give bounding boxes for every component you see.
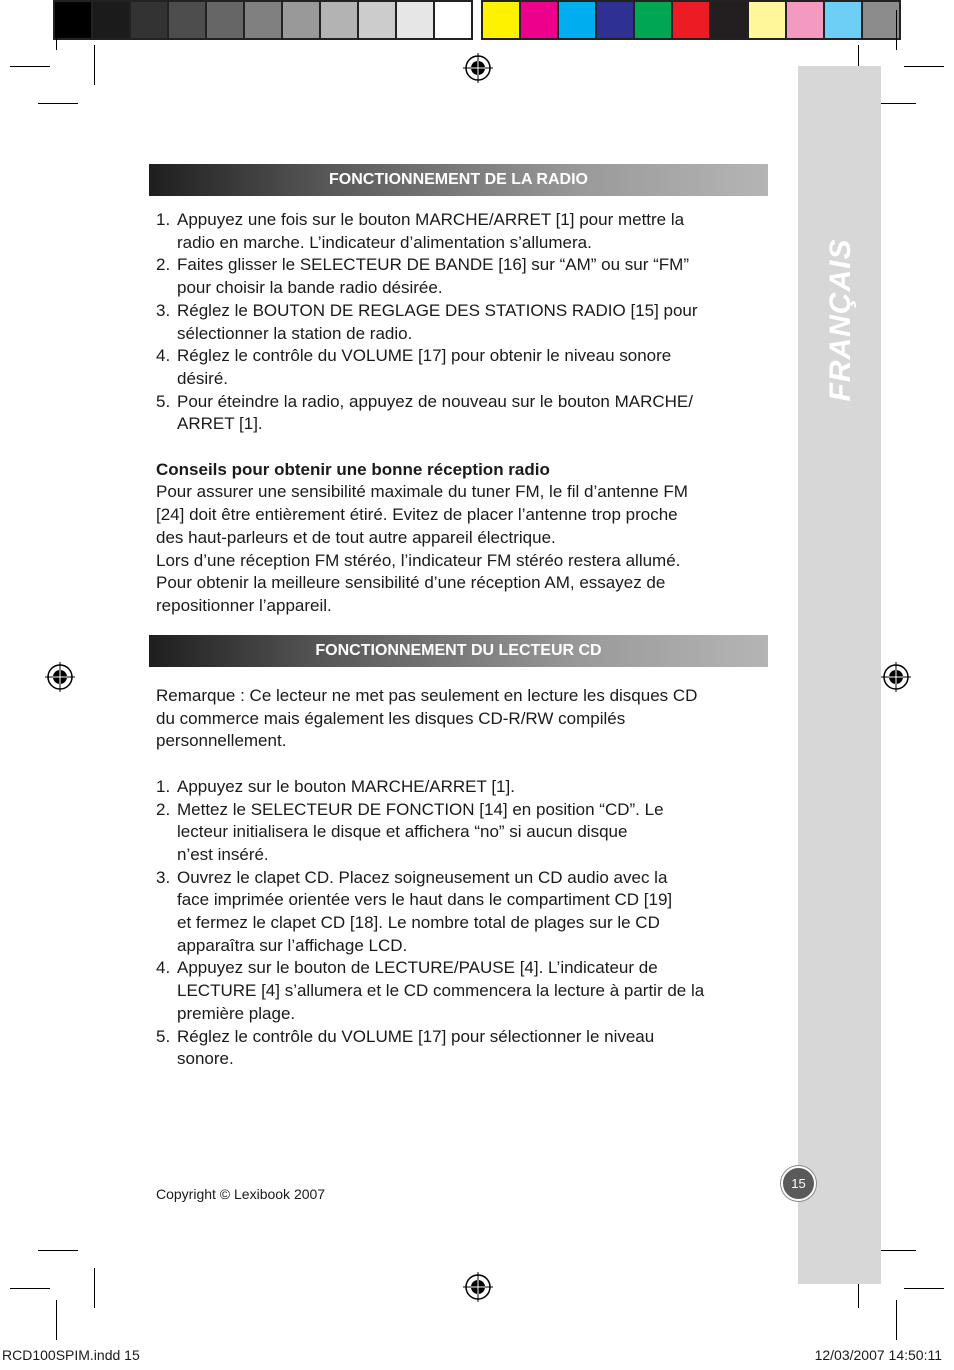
registration-target-icon — [463, 53, 493, 83]
color-swatch — [787, 2, 825, 38]
list-item: 2. Mettez le SELECTEUR DE FONCTION [14] en position “CD”. Le lecteur initialisera le disque et affichera “no” si aucun disque n’est inséré. — [156, 799, 664, 864]
color-swatch — [283, 2, 321, 38]
color-swatch — [359, 2, 397, 38]
color-swatch — [169, 2, 207, 38]
crop-mark — [38, 1250, 78, 1251]
color-swatch — [863, 2, 899, 38]
list-item: 4. Réglez le contrôle du VOLUME [17] pour obtenir le niveau sonore désiré. — [156, 346, 672, 388]
color-swatch — [711, 2, 749, 38]
color-swatch — [131, 2, 169, 38]
list-item: 1. Appuyez une fois sur le bouton MARCHE/ARRET [1] pour mettre la radio en marche. L’indicateur d’alimentation s’allumera. — [156, 210, 685, 252]
copyright-text: Copyright © Lexibook 2007 — [156, 1186, 326, 1202]
crop-mark — [876, 103, 916, 104]
crop-mark — [38, 103, 78, 104]
radio-section-header: FONCTIONNEMENT DE LA RADIO — [149, 164, 768, 196]
color-swatch — [55, 2, 93, 38]
cd-section-header: FONCTIONNEMENT DU LECTEUR CD — [149, 635, 768, 667]
list-item: 2. Faites glisser le SELECTEUR DE BANDE [16] sur “AM” ou sur “FM” pour choisir la bande radio désirée. — [156, 255, 690, 298]
crop-mark — [10, 1288, 50, 1289]
cd-steps-list — [156, 776, 770, 1071]
reception-tips-heading: Conseils pour obtenir une bonne réception radio — [156, 459, 550, 479]
color-swatch — [673, 2, 711, 38]
color-swatch — [597, 2, 635, 38]
registration-target-icon — [881, 662, 911, 692]
cd-section-content — [156, 685, 770, 1071]
list-item: 1. Appuyez sur le bouton MARCHE/ARRET [1]. — [156, 776, 515, 796]
list-item: 5. Pour éteindre la radio, appuyez de nouveau sur le bouton MARCHE/ ARRET [1]. — [156, 391, 693, 434]
page-number-badge: 15 — [781, 1166, 816, 1201]
grayscale-calibration-bar — [53, 0, 473, 40]
crop-mark — [904, 1288, 944, 1289]
print-slug-filename: RCD100SPIM.indd 15 — [2, 1347, 140, 1363]
crop-mark — [896, 10, 897, 50]
crop-mark — [94, 45, 95, 85]
radio-steps-list — [156, 209, 770, 436]
list-item: 3. Ouvrez le clapet CD. Placez soigneusement un CD audio avec la face imprimée orientée vers le haut dans le compartiment CD [19] et fermez le clapet CD [18]. Le nombre total de plages sur le CD apparaîtra sur l’affichage LCD. — [156, 867, 673, 955]
reception-tips-text: Pour assurer une sensibilité maximale du tuner FM, le fil d’antenne FM [24] doit être entièrement étiré. Evitez de placer l’antenne trop proche des haut-parleurs et de tout autre appareil électrique. Lors d’une réception FM stéréo, l’indicateur FM stéréo restera allumé. Pour obtenir la meilleure sensibilité d’une réception AM, essayez de repositionner l’appareil. — [156, 482, 688, 615]
color-swatch — [207, 2, 245, 38]
color-swatch — [321, 2, 359, 38]
color-swatch — [825, 2, 863, 38]
color-swatch — [559, 2, 597, 38]
crop-mark — [876, 1250, 916, 1251]
color-swatch — [635, 2, 673, 38]
language-tab-label: FRANÇAIS — [824, 238, 857, 402]
radio-section-content — [156, 209, 770, 618]
crop-mark — [896, 1300, 897, 1340]
color-swatch — [245, 2, 283, 38]
crop-mark — [94, 1268, 95, 1308]
color-swatch — [397, 2, 435, 38]
crop-mark — [904, 66, 944, 67]
list-item: 5. Réglez le contrôle du VOLUME [17] pour sélectionner le niveau sonore. — [156, 1026, 655, 1069]
list-item: 4. Appuyez sur le bouton de LECTURE/PAUSE [4]. L’indicateur de LECTURE [4] s’allumera et le CD commencera la lecture à partir de la première plage. — [156, 958, 705, 1023]
color-swatch — [93, 2, 131, 38]
crop-mark — [10, 66, 50, 67]
print-slug-timestamp: 12/03/2007 14:50:11 — [814, 1347, 942, 1363]
color-swatch — [435, 2, 471, 38]
color-swatch — [483, 2, 521, 38]
color-swatch — [521, 2, 559, 38]
color-swatch — [749, 2, 787, 38]
list-item: 3. Réglez le BOUTON DE REGLAGE DES STATIONS RADIO [15] pour sélectionner la station de radio. — [156, 300, 698, 343]
registration-target-icon — [45, 662, 75, 692]
registration-target-icon — [463, 1272, 493, 1302]
cd-note-text: Remarque : Ce lecteur ne met pas seulement en lecture les disques CD du commerce mais également les disques CD-R/RW compilés personnellement. — [156, 686, 698, 751]
color-calibration-bar — [481, 0, 901, 40]
crop-mark — [56, 1300, 57, 1340]
crop-mark — [56, 10, 57, 50]
